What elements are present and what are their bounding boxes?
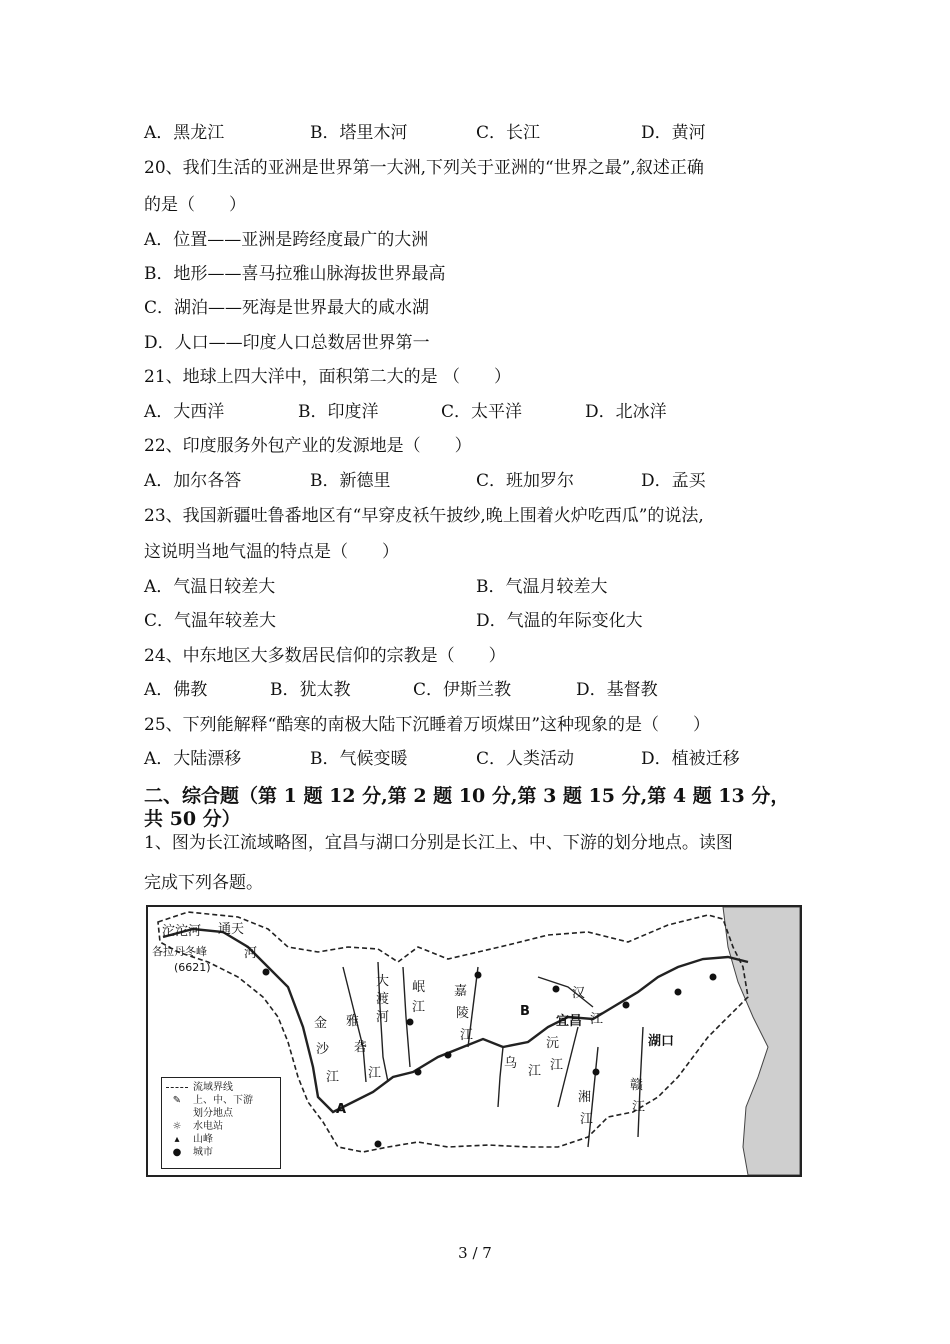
city-dot (445, 1052, 452, 1059)
q21-option-d: D．北冰洋 (585, 402, 667, 422)
city-dot (375, 1141, 382, 1148)
q21-option-a: A．大西洋 (144, 402, 225, 422)
label-peak-elevation: (6621) (174, 961, 211, 974)
q25-option-b: B．气候变暖 (310, 749, 408, 769)
label-yalong-3: 江 (368, 1066, 382, 1081)
city-dot (623, 1002, 630, 1009)
q23-option-c: C．气温年较差大 (144, 611, 277, 631)
label-dadu-1: 大 (376, 974, 390, 989)
city-dot (475, 972, 482, 979)
min-river (403, 967, 410, 1067)
label-wu-2: 江 (528, 1064, 542, 1079)
q25-option-c: C．人类活动 (476, 749, 575, 769)
q21-option-b: B．印度洋 (298, 402, 379, 422)
q23-option-d: D．气温的年际变化大 (476, 611, 643, 631)
q23-stem-line1: 23、我国新疆吐鲁番地区有“早穿皮袄午披纱,晚上围着火炉吃西瓜”的说法, (144, 506, 704, 526)
mountain-peak-icon: ▴ (174, 1134, 180, 1145)
map-legend (161, 1077, 281, 1169)
q23-stem-line2: 这说明当地气温的特点是（ ） (144, 542, 399, 562)
legend-peak: ▴ 山峰 (166, 1133, 276, 1146)
legend-division-point: ✎ 上、中、下游 (166, 1094, 276, 1107)
label-yalong-1: 雅 (346, 1014, 360, 1029)
q21-option-c: C．太平洋 (441, 402, 523, 422)
q24-stem: 24、中东地区大多数居民信仰的宗教是（ ） (144, 646, 506, 666)
city-dot (263, 969, 270, 976)
label-yuan-1: 沅 (546, 1036, 560, 1051)
label-min-2: 江 (412, 1000, 426, 1015)
q24-option-c: C．伊斯兰教 (413, 680, 512, 700)
city-dot (553, 986, 560, 993)
hydropower-station-icon: ☼ (172, 1121, 182, 1132)
label-yuan-2: 江 (550, 1058, 564, 1073)
label-sha: 沙 (316, 1042, 330, 1057)
sea-area (723, 907, 800, 1175)
label-jialing-2: 陵 (456, 1006, 470, 1021)
label-jialing-3: 江 (460, 1028, 474, 1043)
q19-option-a: A．黑龙江 (144, 123, 225, 143)
division-point-icon: ✎ (172, 1095, 182, 1106)
label-xiang-2: 江 (580, 1112, 594, 1127)
q20-option-c: C．湖泊——死海是世界最大的咸水湖 (144, 298, 430, 318)
q19-option-b: B．塔里木河 (310, 123, 408, 143)
label-he: 河 (244, 946, 258, 961)
label-han-1: 汉 (572, 986, 586, 1001)
label-tuotuo-river: 沱沱河 (162, 924, 202, 939)
q25-option-a: A．大陆漂移 (144, 749, 242, 769)
q20-option-b: B．地形——喜马拉雅山脉海拔世界最高 (144, 264, 446, 284)
label-point-b: B (520, 1004, 530, 1019)
q22-option-a: A．加尔各答 (144, 471, 242, 491)
q25-stem: 25、下列能解释“酷寒的南极大陆下沉睡着万顷煤田”这种现象的是（ ） (144, 715, 711, 735)
wu-river (498, 1047, 503, 1107)
q19-option-c: C．长江 (476, 123, 541, 143)
q23-option-b: B．气温月较差大 (476, 577, 608, 597)
q22-option-d: D．孟买 (641, 471, 706, 491)
yangtze-basin-map (146, 905, 802, 1177)
q24-option-d: D．基督教 (576, 680, 658, 700)
label-yalong-2: 砻 (354, 1040, 368, 1055)
q22-option-c: C．班加罗尔 (476, 471, 575, 491)
label-gan-1: 赣 (630, 1078, 644, 1093)
q20-stem-line1: 20、我们生活的亚洲是世界第一大洲,下列关于亚洲的“世界之最”,叙述正确 (144, 158, 704, 178)
label-han-2: 江 (590, 1012, 604, 1027)
label-min-1: 岷 (412, 980, 426, 995)
city-dot (415, 1069, 422, 1076)
q19-option-d: D．黄河 (641, 123, 706, 143)
section-heading-line2: 共 50 分） (144, 808, 241, 830)
legend-basin-boundary: 流域界线 (166, 1081, 276, 1094)
label-xiang-1: 湘 (578, 1090, 592, 1105)
legend-city: ● 城市 (166, 1146, 276, 1159)
q24-option-b: B．犹太教 (270, 680, 351, 700)
label-jin: 金 (314, 1016, 328, 1031)
q22-option-b: B．新德里 (310, 471, 391, 491)
q20-stem-line2: 的是（ ） (144, 195, 246, 215)
q1-stem-line2: 完成下列各题。 (144, 873, 263, 893)
label-tongtian: 通天 (218, 922, 245, 937)
page-number: 3 / 7 (458, 1244, 492, 1262)
legend-hydropower: ☼ 水电站 (166, 1120, 276, 1133)
label-hukou: 湖口 (648, 1034, 675, 1049)
label-jinsha-jiang: 江 (326, 1070, 340, 1085)
label-jialing-1: 嘉 (454, 984, 468, 999)
label-dadu-3: 河 (376, 1010, 390, 1025)
city-markers (263, 969, 717, 1148)
city-dot (710, 974, 717, 981)
city-icon: ● (172, 1147, 182, 1158)
label-yichang: 宜昌 (556, 1014, 583, 1029)
q25-option-d: D．植被迁移 (641, 749, 740, 769)
q20-option-d: D．人口——印度人口总数居世界第一 (144, 333, 430, 353)
label-geladandong-peak: 各拉丹冬峰 (152, 945, 207, 958)
legend-division-point-cont: 划分地点 (193, 1108, 233, 1119)
q20-option-a: A．位置——亚洲是跨经度最广的大洲 (144, 230, 429, 250)
label-dadu-2: 渡 (376, 992, 390, 1007)
city-dot (593, 1069, 600, 1076)
dashed-line-icon (166, 1087, 188, 1088)
q24-option-a: A．佛教 (144, 680, 208, 700)
q1-stem-line1: 1、图为长江流域略图，宜昌与湖口分别是长江上、中、下游的划分地点。读图 (144, 833, 733, 853)
label-gan-2: 江 (632, 1100, 646, 1115)
label-point-a: A (336, 1102, 347, 1117)
q22-stem: 22、印度服务外包产业的发源地是（ ） (144, 436, 472, 456)
q23-option-a: A．气温日较差大 (144, 577, 276, 597)
city-dot (407, 1019, 414, 1026)
city-dot (675, 989, 682, 996)
section-heading-line1: 二、综合题（第 1 题 12 分,第 2 题 10 分,第 3 题 15 分,第 4 题 13 分， (144, 785, 790, 807)
q21-stem: 21、地球上四大洋中，面积第二大的是 （ ） (144, 367, 512, 387)
label-wu-1: 乌 (504, 1056, 518, 1071)
